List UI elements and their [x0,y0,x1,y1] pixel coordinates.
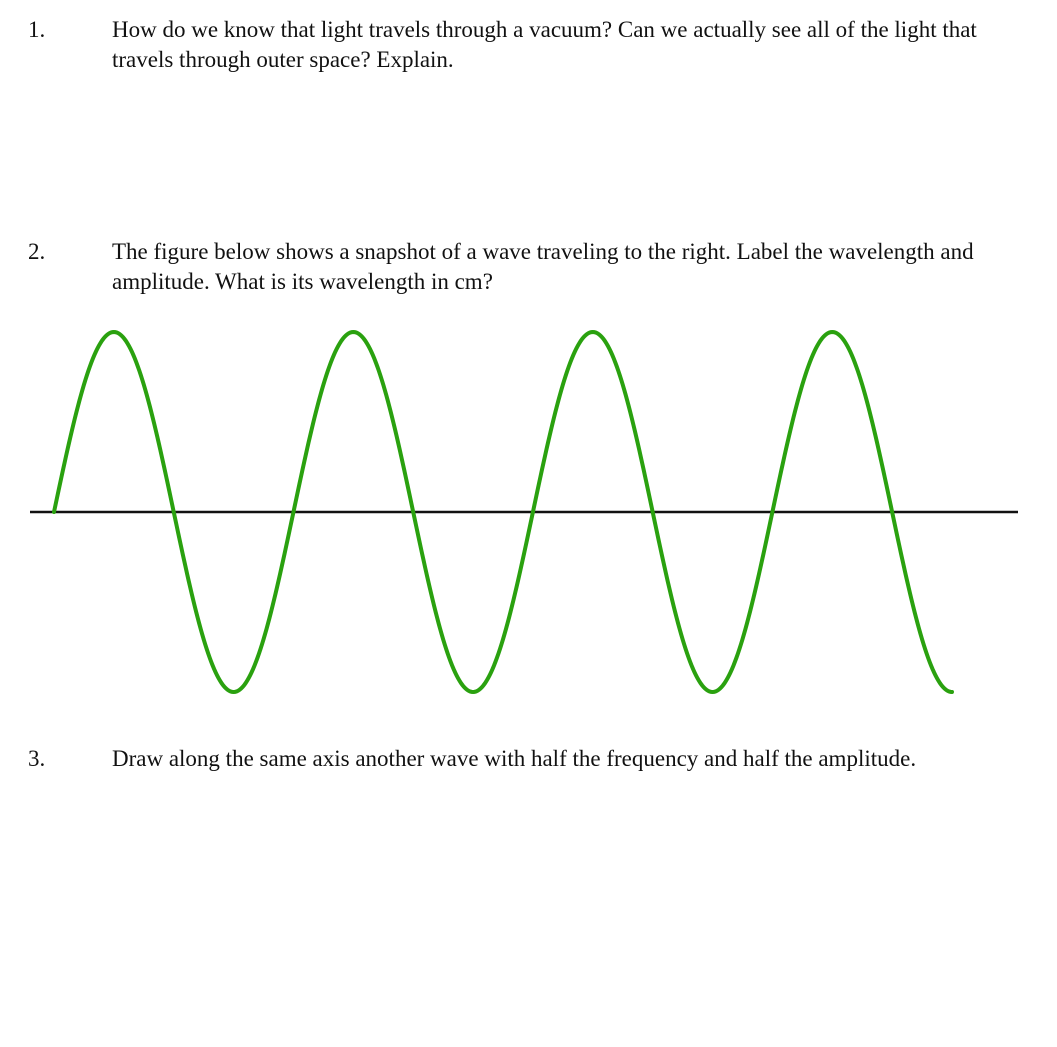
question-3-number: 3. [28,746,46,771]
sine-wave [54,332,952,692]
question-2-text: The figure below shows a snapshot of a wave traveling to the right. Label the wavelength and amplitude. What is its wavelength in cm? [112,239,974,294]
question-3-text: Draw along the same axis another wave with half the frequency and half the amplitude. [112,746,917,771]
question-1-number: 1. [28,17,46,42]
question-1-text: How do we know that light travels through a vacuum? Can we actually see all of the light that travels through outer space? Explain. [112,17,977,72]
question-2-number: 2. [28,239,46,264]
